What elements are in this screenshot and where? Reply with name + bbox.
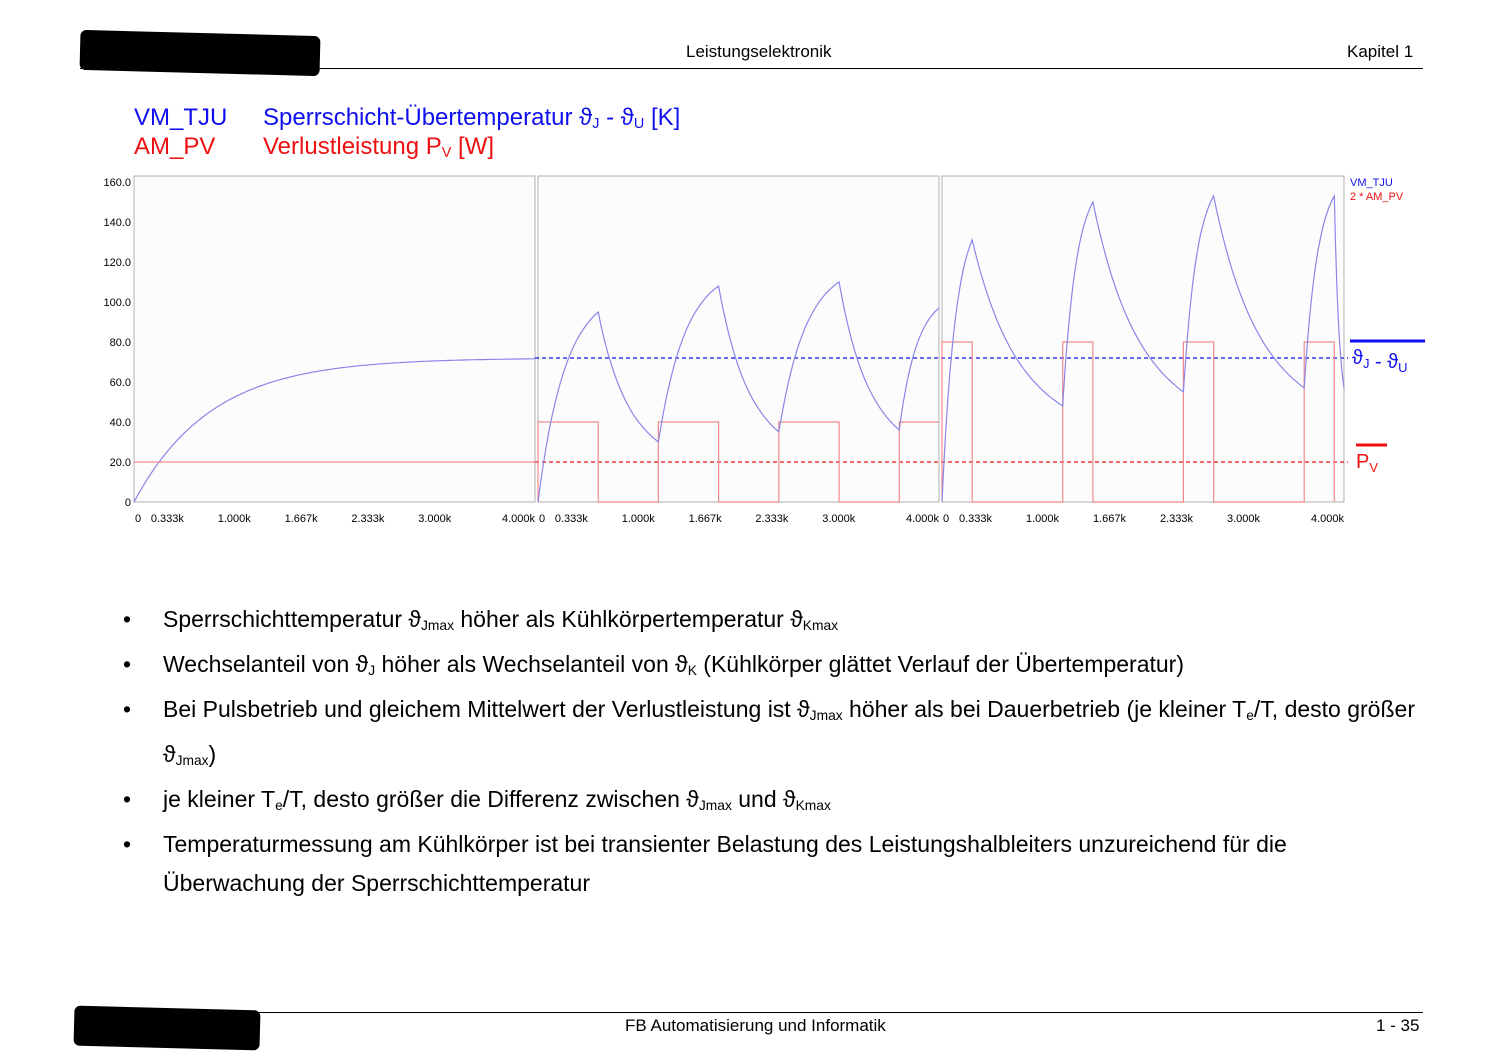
y-tick-label: 40.0 [109,417,131,429]
header-chapter: Kapitel 1 [1347,42,1414,61]
y-tick-label: 80.0 [109,337,131,349]
bullet-item: • Sperrschichttemperatur $ϑ_{Jmax}$ höher als Kühlkörpertemperatur $ϑ_{Kmax}$ [120,600,1430,645]
x-tick-label: 2.333k [351,513,385,525]
x-tick-label: 0.333k [150,513,184,525]
legend-key-vm-tju: VM_TJU [134,104,228,131]
series-label-power: 2 * AM_PV [1350,191,1404,203]
x-tick-label: 1.000k [217,513,251,525]
x-tick-label: 1.000k [621,513,655,525]
x-tick-label: 3.000k [418,513,452,525]
series-label-temperature: VM_TJU [1350,177,1393,189]
redacted-logo-footer [74,1006,261,1051]
x-tick-label: 3.000k [822,513,856,525]
x-tick-label: 4.000k [501,513,535,525]
footer-department: FB Automatisierung und Informatik [625,1016,886,1035]
footer-page-number: 1 - 35 [1376,1016,1420,1035]
bullet-item: • Wechselanteil von $ϑ_J$ höher als Wechselanteil von $ϑ_K$ (Kühlkörper glättet Verlauf der Übertemperatur) [120,645,1430,690]
x-tick-label: 0 [134,513,142,525]
x-tick-label: 3.000k [1226,513,1261,525]
header-rule [80,68,1423,69]
y-tick-label: 120.0 [103,257,131,269]
x-tick-label: 1.667k [688,513,722,525]
y-tick-label: 100.0 [103,297,131,309]
x-tick-label: 1.667k [1092,513,1127,525]
x-tick-label: 0.333k [958,513,993,525]
legend-key-am-pv: AM_PV [134,133,216,160]
redacted-logo-header [80,30,321,76]
bullet-item: • Bei Pulsbetrieb und gleichem Mittelwert der Verlustleistung ist $ϑ_{Jmax}$ höher als bei Dauerbetrieb (je kleiner $T_e/T$, desto größer $ϑ_{Jmax}$) [120,690,1430,780]
y-tick-label: 60.0 [109,377,131,389]
temp-right-label: $ϑ_J - ϑ_U$ [1352,347,1408,375]
x-tick-label: 0.333k [554,513,588,525]
legend-desc-temperature: Sperrschicht-Übertemperatur $ϑ_J - ϑ_U$ [K] [263,104,681,132]
bullet-item: • Temperaturmessung am Kühlkörper ist bei transienter Belastung des Leistungshalbleiters unzureichend für die Überwachung der Sperrschichttemperatur [120,825,1430,903]
x-tick-label: 1.667k [284,513,318,525]
x-tick-label: 4.000k [1310,513,1344,525]
y-tick-label: 20.0 [109,457,131,469]
y-tick-label: 140.0 [103,217,131,229]
x-tick-label: 4.000k [905,513,939,525]
bullet-item: • je kleiner $T_e/T$, desto größer die Differenz zwischen $ϑ_{Jmax}$ und $ϑ_{Kmax}$ [120,780,1430,825]
header-title: Leistungselektronik [686,42,832,61]
power-right-label: $P_V$ [1356,451,1379,475]
x-tick-label: 2.333k [1159,513,1194,525]
chart-panel-3 [942,176,1344,502]
x-tick-label: 2.333k [755,513,789,525]
x-tick-label: 1.000k [1025,513,1060,525]
chart-panel-1 [134,176,535,502]
bullet-list [120,600,1430,903]
legend-desc-power: Verlustleistung $P_V$ [W] [263,133,495,161]
thermal-chart [90,172,1430,532]
y-tick-label: 160.0 [103,177,131,189]
x-tick-label: 0 [942,513,950,525]
x-tick-label: 0 [538,513,546,525]
y-tick-label: 0 [124,497,131,509]
footer-rule [80,1012,1423,1013]
